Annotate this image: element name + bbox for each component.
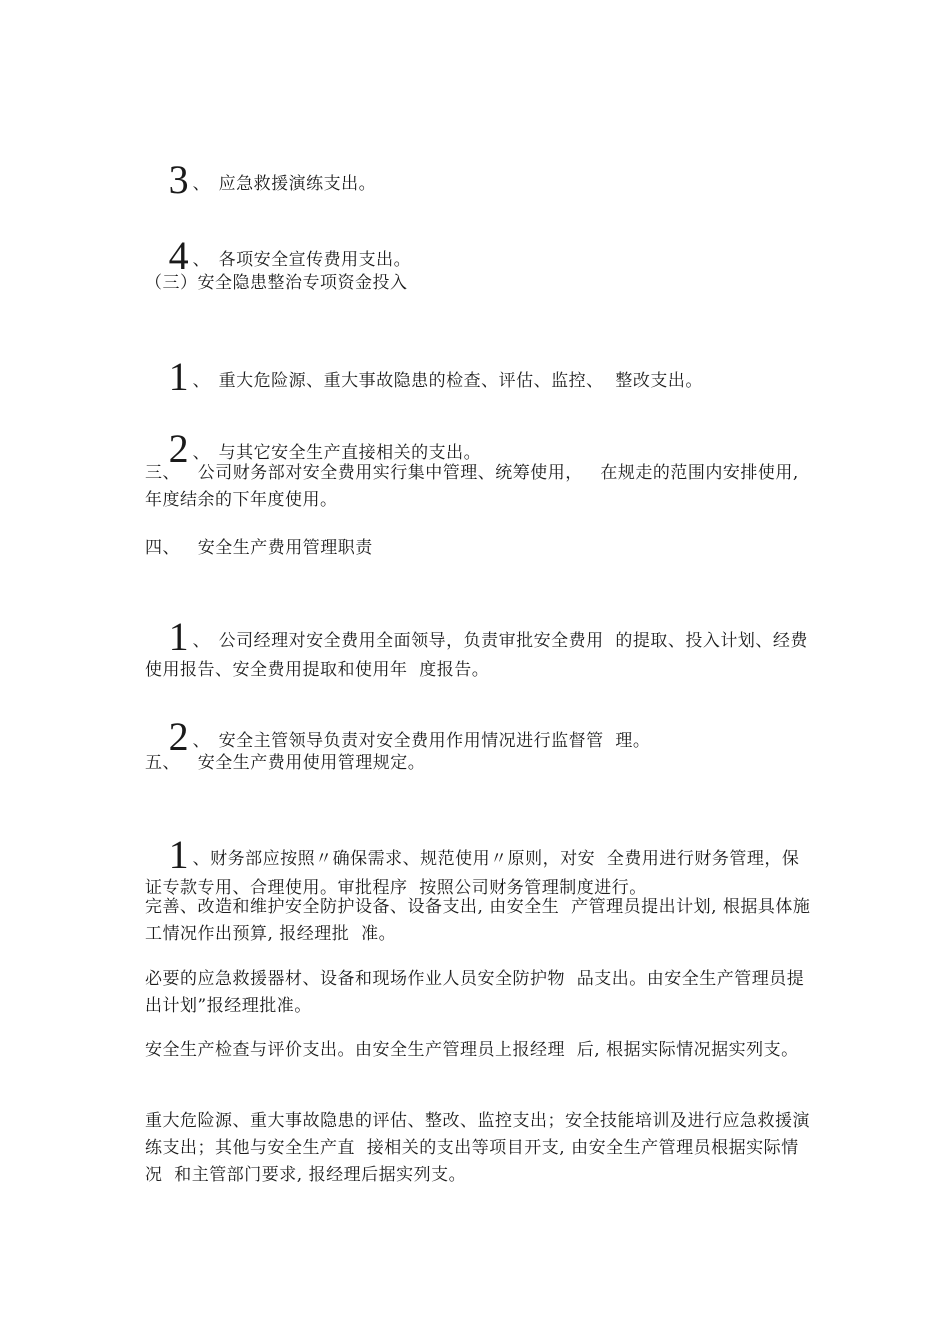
- paragraph-section-three: 三、 公司财务部对安全费用实行集中管理、统筹使用， 在规走的范围内安排使用, 年度结余的下年度使用。: [145, 463, 805, 510]
- list-item-1-duties: 1 、 公司经理对安全费用全面领导，负责审批安全费用 的提取、投入计划、经费使用报告、安全费用提取和使用年 度报告。: [145, 614, 808, 680]
- item-text: 各项安全宣传费用支出。: [218, 250, 412, 270]
- section-heading-five: 五、 安全生产费用使用管理规定。: [145, 753, 426, 773]
- paragraph-hazards: 重大危险源、重大事故隐患的评估、整改、监控支出；安全技能培训及进行应急救援演练支出；其他与安全生产直 接相关的支出等项目开支, 由安全生产管理员根据实际情况 和主管部门要求, 报经理后据实列支。: [145, 1111, 810, 1185]
- item-text: 公司经理对安全费用全面领导，负责审批安全费用 的提取、投入计划、经费使用报告、安全费用提取和使用年 度报告。: [145, 631, 808, 680]
- paragraph-emergency: 必要的应急救援器材、设备和现场作业人员安全防护物 品支出。由安全生产管理员提出计划”报经理批准。: [145, 969, 805, 1016]
- item-number: 1: [168, 354, 189, 399]
- paragraph-equipment: 完善、改造和维护安全防护设备、设备支出, 由安全生 产管理员提出计划, 根据具体施工情况作出预算, 报经理批 准。: [145, 897, 811, 944]
- section-heading-3: （三）安全隐患整治专项资金投入: [145, 273, 408, 293]
- list-item-1-rules: 1 、财务部应按照〃确保需求、规范使用〃原则，对安 全费用进行财务管理，保证专款专用、合理使用。审批程序 按照公司财务管理制度进行。: [145, 832, 800, 898]
- list-item-2: 2 、 与其它安全生产直接相关的支出。: [168, 426, 482, 471]
- item-number: 4: [168, 233, 189, 278]
- item-number: 1: [168, 832, 189, 877]
- item-number: 2: [168, 714, 189, 759]
- item-text: 安全主管领导负责对安全费用作用情况进行监督管 理。: [218, 731, 651, 751]
- section-heading-four: 四、 安全生产费用管理职责: [145, 538, 373, 558]
- item-text: 重大危险源、重大事故隐患的检查、评估、监控、 整改支出。: [218, 371, 703, 391]
- list-item-4: 4 、 各项安全宣传费用支出。: [168, 233, 412, 278]
- list-item-3: 3 、 应急救援演练支出。: [168, 157, 377, 202]
- item-number: 2: [168, 426, 189, 471]
- list-item-2-duties: 2 、 安全主管领导负责对安全费用作用情况进行监督管 理。: [168, 714, 651, 759]
- item-number: 1: [168, 614, 189, 659]
- item-number: 3: [168, 157, 189, 202]
- item-text: 财务部应按照〃确保需求、规范使用〃原则，对安 全费用进行财务管理，保证专款专用、合理使用。审批程序 按照公司财务管理制度进行。: [145, 849, 800, 898]
- item-text: 应急救援演练支出。: [218, 174, 377, 194]
- item-text: 与其它安全生产直接相关的支出。: [218, 443, 482, 463]
- list-item-1: 1 、 重大危险源、重大事故隐患的检查、评估、监控、 整改支出。: [168, 354, 703, 399]
- paragraph-inspection: 安全生产检查与评价支出。由安全生产管理员上报经理 后, 根据实际情况据实列支。: [145, 1040, 799, 1060]
